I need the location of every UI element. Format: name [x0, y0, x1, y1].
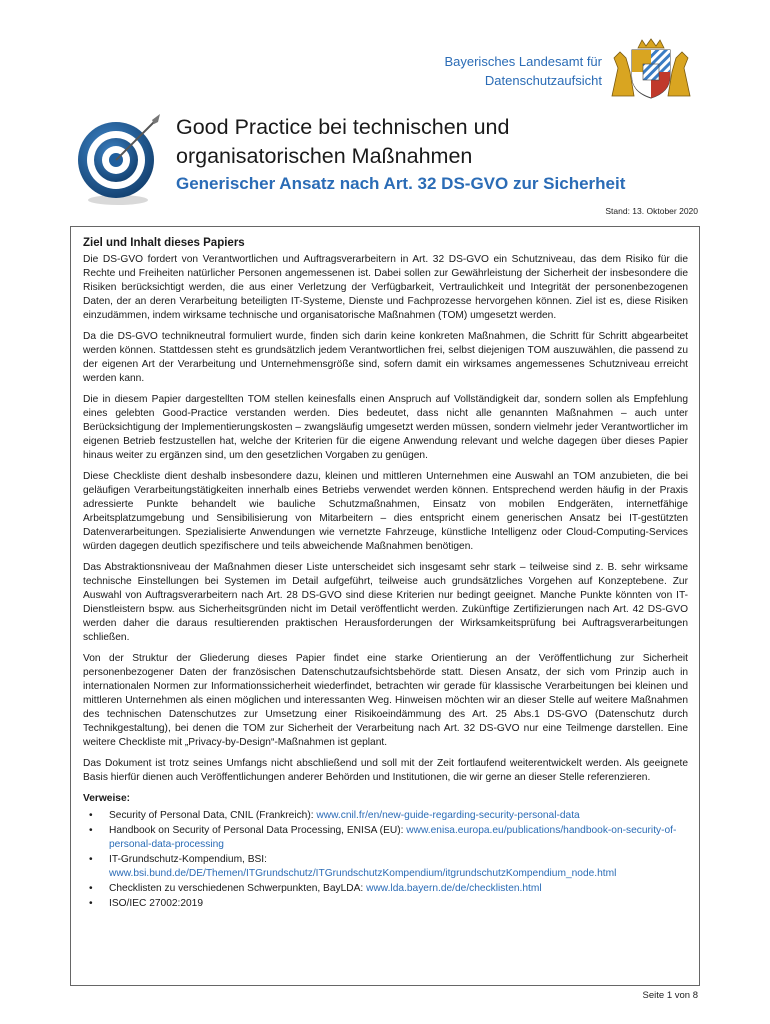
- paragraph: Diese Checkliste dient deshalb insbesondere dazu, kleinen und mittleren Unternehmen eine Auswahl an TOM anzubieten, die bei geläufigen Verarbeitungstätigkeiten innerhalb eines Betriebs verwendet werden können. Entsprechend werden häufig in der Praxis adressierte Punkte behandelt wie bauliche Schutzmaßnahmen, Einsatz von mobilen Endgeräten, internetfähige Arbeitsplatzumgebung und Sensibilisierung von Mitarbeitern – dies entspricht einem generischen Ansatz bei IT-gestützten Datenverarbeitungen. Spezialisierte Anwendungen wie vernetzte Fahrzeuge, künstliche Intelligenz oder Cloud-Computing-Services würden dagegen deutlich spezifischere und teils abweichende Maßnahmen benötigen.: [83, 471, 688, 552]
- paragraph: Da die DS-GVO technikneutral formuliert wurde, finden sich darin keine konkreten Maßnahmen, die Schritt für Schritt abgearbeitet werden können. Stattdessen steht es grundsätzlich jedem Verantwortlichen frei, selbst diejenigen TOM auszuwählen, die passend zu der eigenen Art der Verarbeitung und Unternehmensgröße sind, sofern damit ein wirksames angemessenes Schutzniveau erreicht werden kann.: [83, 331, 688, 384]
- list-item: [83, 882, 688, 896]
- title-line2: organisatorischen Maßnahmen: [176, 144, 473, 168]
- paragraph: Von der Struktur der Gliederung dieses Papier findet eine starke Orientierung an der Veröffentlichung zur Sicherheit personenbezogener Daten der französischen Datenschutzaufsichtsbehörde statt. Diesen Ansatz, der sich vom Prinzip auch in internationalen Normen zur Informationssicherheit wiederfindet, betrachten wir gerade für klassische Verarbeitungen bei kleinen und mittleren Unternehmen als einen möglichen und interessanten Weg. Hinweisen möchten wir an dieser Stelle auf weitere Maßnahmen des technischen Datenschutzes zur Umsetzung einer Risikoeindämmung des Art. 25 Abs.1 DS-GVO (Datenschutz durch Technikgestaltung), bei denen die TOM zur Sicherheit der Verarbeitung nach Art. 32 DS-GVO nur eine Teilmenge darstellen. Eine weitere Checkliste mit „Privacy-by-Design“-Maßnahmen ist geplant.: [83, 653, 688, 748]
- section-heading: Ziel und Inhalt dieses Papiers: [83, 237, 245, 249]
- paragraph: Das Dokument ist trotz seines Umfangs nicht abschließend und soll mit der Zeit fortlaufend weiterentwickelt werden. Als geeignete Basis hierfür dienen auch Veröffentlichungen anderer Behörden und Institutionen, die wir gerne an dieser Stelle referenzieren.: [83, 758, 688, 783]
- paragraph: Die in diesem Papier dargestellten TOM stellen keinesfalls einen Anspruch auf Vollständigkeit dar, sondern sollen als Empfehlung eines gelebten Good-Practice verstanden werden. Dies bedeutet, dass nicht alle genannten Maßnahmen – auch unter Berücksichtigung der Implementierungskosten – zwangsläufig umgesetzt werden müssen, sondern vielmehr jeder Verantwortlicher im eigenen Betrieb festzustellen hat, welche der Kriterien für die eigene Anwendung relevant und welche dagegen über dieses Papier hinaus weiter zu ergänzen sind, um den gesetzlichen Vorgaben zu genügen.: [83, 394, 688, 461]
- document-title: [176, 113, 736, 171]
- reference-text: IT-Grundschutz-Kompendium, BSI:: [109, 854, 267, 865]
- content-box: [70, 226, 700, 986]
- reference-link[interactable]: www.cnil.fr/en/new-guide-regarding-security-personal-data: [316, 810, 580, 821]
- reference-link[interactable]: www.enisa.europa.eu/publications/handbook-on-security-of-personal-data-processing: [109, 825, 677, 850]
- reference-text: Security of Personal Data, CNIL (Frankreich):: [109, 810, 317, 821]
- list-item: [83, 824, 688, 852]
- agency-name: [444, 52, 602, 90]
- target-arrow-icon: [68, 108, 168, 208]
- paragraph: Das Abstraktionsniveau der Maßnahmen dieser Liste unterscheidet sich insgesamt sehr stark – teilweise sind z. B. sehr wirksame technische Einstellungen bei Systemen im Detail aufgeführt, teilweise auch grundsätzliches Vorgehen auf Konzeptebene. Zur Auswahl von Auftragsverarbeitern nach Art. 28 DS-GVO sind diese Kriterien nur bedingt geeignet. Manche Punkte könnten von IT-Dienstleistern bspw. aus Sicherheitsgründen nicht im Detail veröffentlicht werden. Zukünftige Zertifizierungen nach Art. 42 DS-GVO werden daher die daraus resultierenden praktischen Herausforderungen der Wirksamkeitsprüfung bei Auftragsverarbeitungen schließen.: [83, 562, 688, 643]
- list-item: [83, 853, 688, 881]
- agency-name-line2: Datenschutzaufsicht: [484, 73, 602, 88]
- coat-of-arms-icon: [608, 38, 694, 100]
- page-number: Seite 1 von 8: [642, 990, 698, 1001]
- title-line1: Good Practice bei technischen und: [176, 115, 510, 139]
- reference-link[interactable]: www.bsi.bund.de/DE/Themen/ITGrundschutz/ITGrundschutzKompendium/itgrundschutzKompendium_node.html: [109, 868, 617, 879]
- reference-link[interactable]: www.lda.bayern.de/de/checklisten.html: [366, 883, 542, 894]
- references-list: [83, 809, 688, 911]
- reference-text: Handbook on Security of Personal Data Processing, ENISA (EU):: [109, 825, 407, 836]
- document-date: Stand: 13. Oktober 2020: [605, 206, 698, 216]
- list-item: [83, 897, 688, 911]
- references-title: Verweise:: [83, 793, 131, 804]
- list-item: [83, 809, 688, 823]
- reference-text: ISO/IEC 27002:2019: [109, 898, 204, 909]
- document-subtitle: Generischer Ansatz nach Art. 32 DS-GVO zur Sicherheit: [176, 174, 626, 193]
- agency-name-line1: Bayerisches Landesamt für: [444, 54, 602, 69]
- reference-text: Checklisten zu verschiedenen Schwerpunkten, BayLDA:: [109, 883, 367, 894]
- paragraph: Die DS-GVO fordert von Verantwortlichen und Auftragsverarbeitern in Art. 32 DS-GVO ein Schutzniveau, das dem Risiko für die Rechte und Freiheiten natürlicher Personen angemessenen ist. Dabei sollen zur Gewährleistung der Sicherheit der insbesondere die Risiken berücksichtigt werden, die aus einer Verletzung der Verfügbarkeit, Vertraulichkeit und Integrität der personenbezogenen Daten, der an deren Verarbeitung beteiligten IT-Systeme, Dienste und Fachprozesse hervorgehen können. Ziel ist es, diese Risiken einzudämmen, indem wirksame technische und organisatorische Maßnahmen (TOM) umgesetzt werden.: [83, 254, 688, 321]
